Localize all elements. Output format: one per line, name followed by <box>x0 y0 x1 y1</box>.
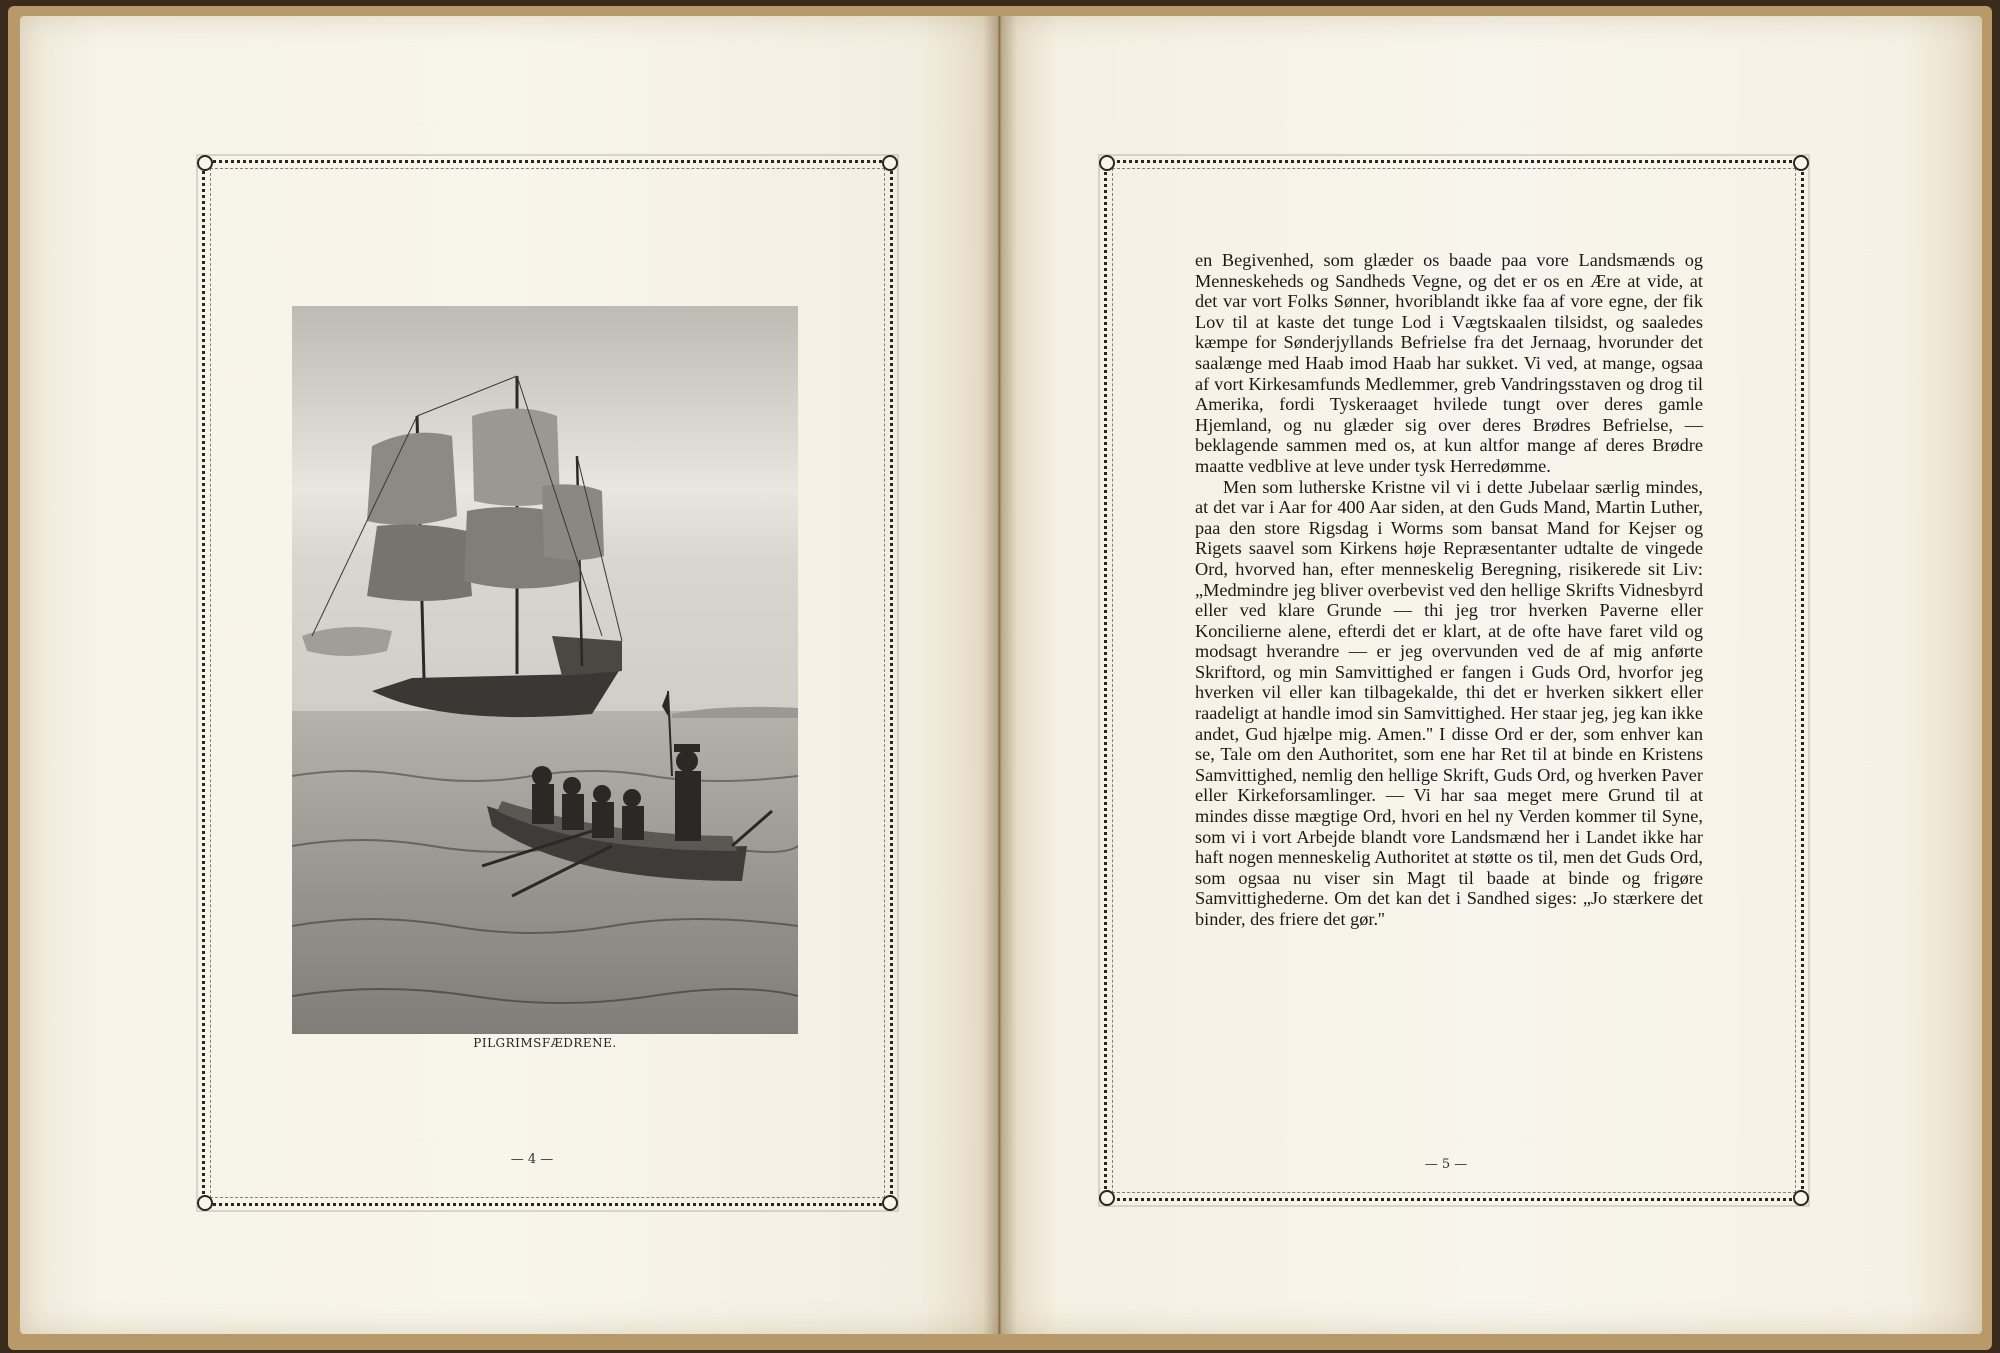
corner-ornament-icon <box>197 155 213 171</box>
corner-ornament-icon <box>1793 1190 1809 1206</box>
illustration-caption: PILGRIMSFÆDRENE. <box>473 1036 617 1050</box>
body-text <box>1195 250 1703 930</box>
page-number-right: — 5 — <box>1424 1157 1468 1172</box>
corner-ornament-icon <box>197 1195 213 1211</box>
corner-ornament-icon <box>1099 1190 1115 1206</box>
corner-ornament-icon <box>882 155 898 171</box>
corner-ornament-icon <box>882 1195 898 1211</box>
corner-ornament-icon <box>1099 155 1115 171</box>
corner-ornament-icon <box>1793 155 1809 171</box>
ship-engraving-illustration <box>292 306 798 1034</box>
page-number-left: — 4 — <box>510 1152 554 1167</box>
paragraph: en Begivenhed, som glæder os baade paa vore Landsmænds og Menneskeheds og Sandheds Vegne, og det er os en Ære at vide, at det var vort Folks Sønner, hvoriblandt ikke faa af vore egne, der fik Lov til at kaste det tunge Lod i Vægtskaalen tilsidst, og saaledes kæmpe for Sønderjyllands Befrielse fra det Jernaag, hvorunder det saalænge med Haab imod Haab har sukket. Vi ved, at mange, ogsaa af vort Kirkesamfunds Medlemmer, greb Vandringsstaven og drog til Amerika, fordi Tyskeraaget hvilede tungt over deres gamle Hjemland, og nu glæder sig over deres Brødres Befrielse, — beklagende sammen med os, at kun altfor mange af deres Brødre maatte vedblive at leve under tysk Herredømme. <box>1195 250 1703 476</box>
book-gutter <box>983 16 1017 1334</box>
ship-and-rowboat-icon <box>292 306 798 1034</box>
paragraph: Men som lutherske Kristne vil vi i dette Jubelaar særlig mindes, at det var i Aar for 400 Aar siden, at den Guds Mand, Martin Luther, paa den store Rigsdag i Worms som bansat Mand for Kejser og Rigets saavel som Kirkens høje Repræsentanter udtalte de vingede Ord, hvorved han, efter menneskelig Beregning, risikerede sit Liv: „Medmindre jeg bliver overbevist ved den hellige Skrifts Vidnesbyrd eller ved klare Grunde — thi jeg tror hverken Paverne eller Koncilierne alene, efterdi det er klart, at de ofte have faret vild og modsagt hverandre — er jeg overvunden ved de af mig anførte Skriftord, og min Samvittighed er fangen i Guds Ord, hvorfor jeg hverken vil eller kan tilbagekalde, thi det er hverken sikkert eller raadeligt at handle imod sin Samvittighed. Her staar jeg, jeg kan ikke andet, Gud hjælpe mig. Amen.'' I disse Ord er der, som enhver kan se, Tale om den Authoritet, som ene har Ret til at binde en Kristens Samvittighed, nemlig den hellige Skrift, Guds Ord, og hverken Paver eller Kirkeforsamlinger. — Vi har saa meget mere Grund til at mindes disse mægtige Ord, hvori en hel ny Verden kommer til Syne, som vi i vort Arbejde blandt vore Landsmænd her i Landet ikke har haft nogen menneskelig Authoritet at støtte os til, men det Guds Ord, som ogsaa nu viser sin Magt til baade at binde og frigøre Samvittighederne. Om det kan det i Sandhed siges: „Jo stærkere det binder, des friere det gør.'' <box>1195 476 1703 929</box>
